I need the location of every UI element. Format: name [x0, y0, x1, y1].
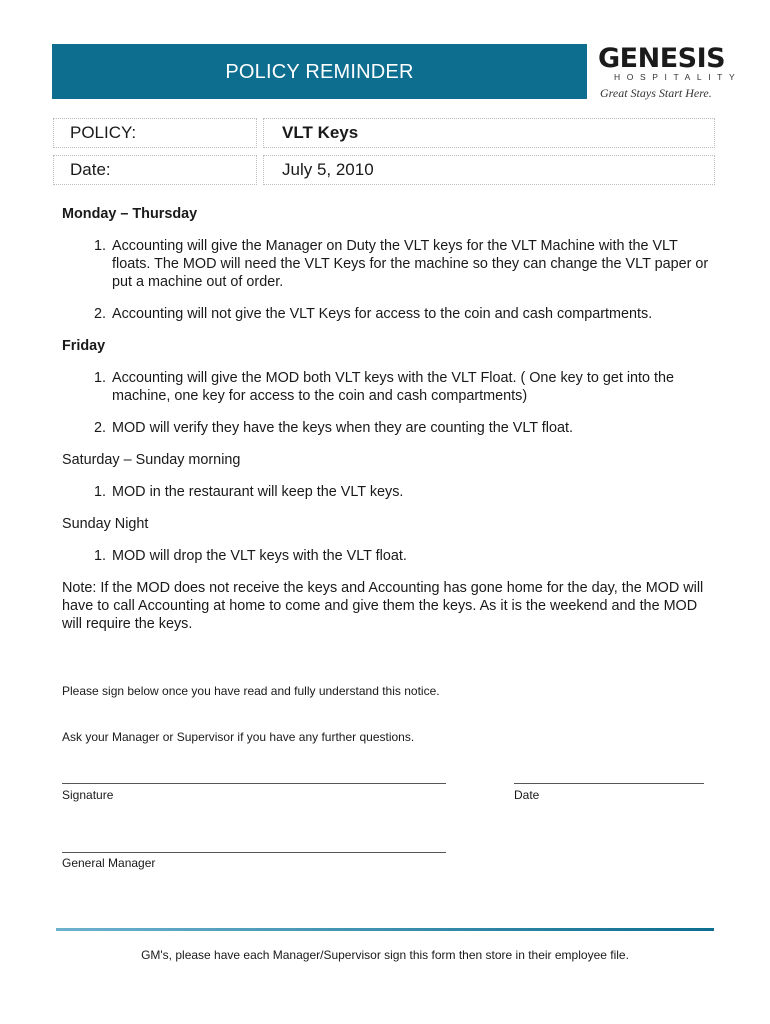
section-heading: Sunday Night — [62, 516, 149, 532]
section-heading: Saturday – Sunday morning — [62, 452, 241, 468]
section-list — [62, 369, 712, 437]
list-item-text: MOD will verify they have the keys when they are counting the VLT float. — [112, 420, 573, 436]
general-manager-label: General Manager — [62, 856, 156, 870]
list-item-text: Accounting will give the MOD both VLT keys with the VLT Float. ( One key to get into the machine, one key for access to the coin and cash compartments) — [112, 370, 675, 404]
section-heading: Friday — [62, 338, 106, 354]
list-item: 1. Accounting will give the Manager on Duty the VLT keys for the VLT Machine with the VLT floats. The MOD will need the VLT Keys for the machine so they can change the VLT paper or put a machine out of order. — [62, 237, 712, 291]
section-list — [62, 483, 712, 501]
list-item: 1. Accounting will give the MOD both VLT keys with the VLT Float. ( One key to get into the machine, one key for access to the coin and cash compartments) — [62, 369, 712, 405]
date-value-box — [263, 155, 715, 185]
list-item: 1. MOD will drop the VLT keys with the VLT float. — [62, 547, 712, 565]
logo-wordmark: GENESIS — [598, 43, 726, 74]
policy-label: POLICY: — [70, 123, 137, 142]
date-label: Date: — [70, 160, 111, 179]
section-list — [62, 237, 712, 323]
sign-instruction: Please sign below once you have read and fully understand this notice. — [62, 684, 440, 698]
date-label-box — [53, 155, 257, 185]
section-heading: Monday – Thursday — [62, 206, 198, 222]
date-label-sig: Date — [514, 788, 540, 802]
logo-subtitle: HOSPITALITY — [614, 72, 742, 82]
list-item: 2. MOD will verify they have the keys when they are counting the VLT float. — [62, 419, 712, 437]
list-item-text: MOD in the restaurant will keep the VLT keys. — [112, 484, 404, 500]
section-list — [62, 547, 712, 565]
date-value: July 5, 2010 — [282, 160, 374, 179]
policy-label-box — [53, 118, 257, 148]
genesis-logo — [598, 43, 742, 102]
list-item-text: Accounting will not give the VLT Keys for access to the coin and cash compartments. — [112, 306, 653, 322]
general-manager-line[interactable] — [62, 852, 446, 853]
list-item-text: MOD will drop the VLT keys with the VLT float. — [112, 548, 407, 564]
policy-value-box — [263, 118, 715, 148]
header-bar — [52, 44, 587, 99]
policy-value: VLT Keys — [282, 123, 359, 142]
list-item-text: Accounting will give the Manager on Duty the VLT keys for the VLT Machine with the VLT floats. The MOD will need the VLT Keys for the machine so they can change the VLT paper or put a machine out of order. — [112, 238, 709, 290]
signature-label: Signature — [62, 788, 114, 802]
footer-divider — [56, 928, 714, 931]
note-paragraph: Note: If the MOD does not receive the keys and Accounting has gone home for the day, the MOD will have to call Accounting at home to come and give them the keys. As it is the weekend and the MOD will require the keys. — [62, 580, 704, 632]
logo-tagline: Great Stays Start Here. — [600, 86, 712, 100]
page-title: POLICY REMINDER — [225, 61, 414, 83]
ask-instruction: Ask your Manager or Supervisor if you have any further questions. — [62, 730, 415, 744]
footer-note: GM's, please have each Manager/Supervisor sign this form then store in their employee file. — [141, 948, 629, 962]
policy-content — [62, 205, 712, 633]
list-item: 2. Accounting will not give the VLT Keys for access to the coin and cash compartments. — [62, 305, 712, 323]
signature-line[interactable] — [62, 783, 446, 784]
date-line[interactable] — [514, 783, 704, 784]
list-item: 1. MOD in the restaurant will keep the VLT keys. — [62, 483, 712, 501]
